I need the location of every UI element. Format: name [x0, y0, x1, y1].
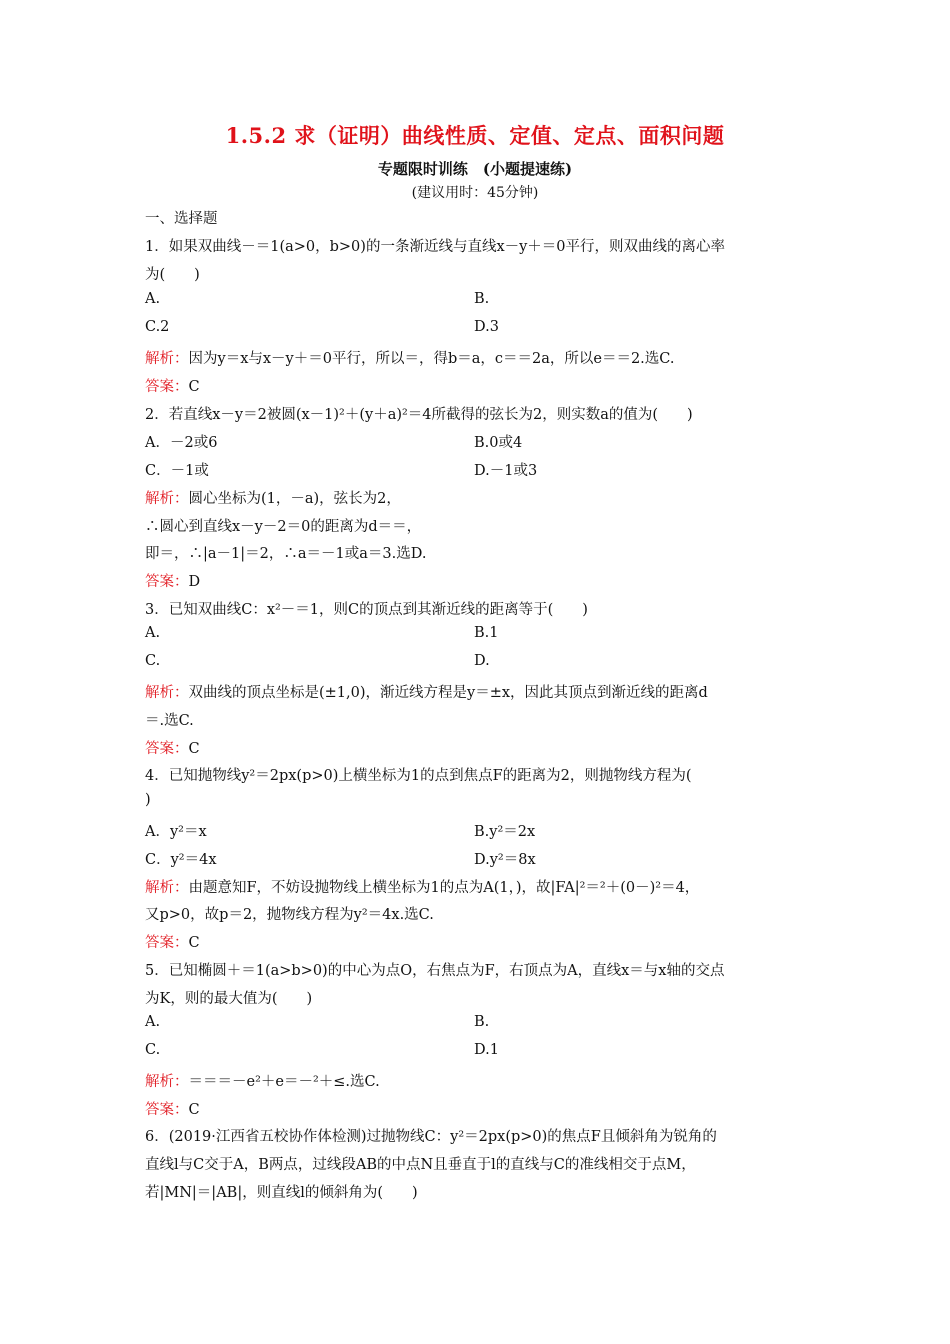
- q2-answer-label: 答案：: [145, 574, 189, 590]
- q3-option-a: A.: [145, 625, 161, 641]
- q5-solution: [145, 1070, 380, 1091]
- q1-option-c: C.2: [145, 319, 170, 335]
- q5-solution-label: 解析：: [145, 1074, 189, 1090]
- q1-solution: [145, 347, 674, 368]
- q2-solution-line1: [145, 487, 401, 508]
- q2-stem-line1: 2．若直线x－y＝2被圆(x－1)²＋(y＋a)²＝4所截得的弦长为2，则实数a的值为( ): [145, 407, 693, 423]
- q3-option-d: D.: [474, 653, 490, 669]
- q3-option-c: C.: [145, 653, 161, 669]
- q4-solution-line1: [145, 876, 699, 897]
- q2-solution-text1: 圆心坐标为(1，－a)，弦长为2，: [188, 491, 401, 507]
- q1-option-b: B.: [474, 291, 490, 307]
- q5-stem-line1: 5．已知椭圆＋＝1(a>b>0)的中心为点O，右焦点为F，右顶点为A，直线x＝与x轴的交点: [145, 963, 725, 979]
- q6-stem-line1: 6．(2019·江西省五校协作体检测)过抛物线C：y²＝2px(p>0)的焦点F且倾斜角为锐角的: [145, 1129, 717, 1145]
- q3-option-b: B.1: [474, 625, 499, 641]
- q2-option-d: D.－1或3: [474, 463, 538, 479]
- q2-solution-line3: 即＝，∴|a－1|＝2，∴a＝－1或a＝3.选D.: [145, 546, 427, 562]
- q2-option-a: A．－2或6: [145, 435, 218, 451]
- q4-solution-label: 解析：: [145, 880, 189, 896]
- q2-solution-line2: ∴圆心到直线x－y－2＝0的距离为d＝＝，: [145, 519, 422, 535]
- q4-stem-line2: ): [145, 792, 151, 808]
- q4-option-a: A．y²＝x: [145, 824, 207, 840]
- q1-answer: [145, 375, 200, 396]
- q4-stem-line1: 4．已知抛物线y²＝2px(p>0)上横坐标为1的点到焦点F的距离为2，则抛物线方程为(: [145, 768, 692, 784]
- q5-option-a: A.: [145, 1014, 161, 1030]
- q5-answer-label: 答案：: [145, 1102, 189, 1118]
- q2-option-c: C．－1或: [145, 463, 209, 479]
- q5-solution-text: ＝＝＝－e²＋e＝－²＋≤.选C.: [188, 1074, 380, 1090]
- q2-answer-value: D: [188, 574, 201, 590]
- q5-option-c: C.: [145, 1042, 161, 1058]
- page-subtitle: 专题限时训练 (小题提速练): [377, 160, 573, 178]
- section-heading: 一、选择题: [145, 211, 218, 227]
- q6-stem-line2: 直线l与C交于A，B两点，过线段AB的中点N且垂直于l的直线与C的准线相交于点M，: [145, 1157, 696, 1173]
- q4-option-c: C．y²＝4x: [145, 852, 217, 868]
- q2-answer: [145, 570, 200, 591]
- q4-solution-line2: 又p>0，故p＝2，抛物线方程为y²＝4x.选C.: [145, 907, 434, 923]
- q3-answer-label: 答案：: [145, 741, 189, 757]
- q1-stem-line2: 为( ): [145, 267, 200, 283]
- q1-solution-text: 因为y＝x与x－y＋＝0平行，所以＝，得b＝a，c＝＝2a，所以e＝＝2.选C.: [188, 351, 675, 367]
- q3-answer: [145, 737, 200, 758]
- q4-answer-value: C: [188, 935, 200, 951]
- q1-answer-value: C: [188, 379, 200, 395]
- q1-stem-line1: 1．如果双曲线－＝1(a>0，b>0)的一条渐近线与直线x－y＋＝0平行，则双曲线的离心率: [145, 239, 726, 255]
- q1-answer-label: 答案：: [145, 379, 189, 395]
- q3-answer-value: C: [188, 741, 200, 757]
- q1-option-d: D.3: [474, 319, 499, 335]
- q5-option-b: B.: [474, 1014, 490, 1030]
- q4-option-d: D.y²＝8x: [474, 852, 536, 868]
- q3-solution-text1: 双曲线的顶点坐标是(±1,0)，渐近线方程是y＝±x，因此其顶点到渐近线的距离d: [188, 685, 708, 701]
- q2-solution-label: 解析：: [145, 491, 189, 507]
- time-note: (建议用时：45分钟): [411, 185, 539, 201]
- q4-answer: [145, 931, 200, 952]
- q3-solution-line2: ＝.选C.: [145, 713, 194, 729]
- q3-solution-label: 解析：: [145, 685, 189, 701]
- q3-stem-line1: 3．已知双曲线C：x²－＝1，则C的顶点到其渐近线的距离等于( ): [145, 602, 588, 618]
- q6-stem-line3: 若|MN|＝|AB|，则直线l的倾斜角为( ): [145, 1185, 418, 1201]
- q5-answer-value: C: [188, 1102, 200, 1118]
- q4-option-b: B.y²＝2x: [474, 824, 536, 840]
- q1-solution-label: 解析：: [145, 351, 189, 367]
- q5-stem-line2: 为K，则的最大值为( ): [145, 991, 313, 1007]
- q4-solution-text1: 由题意知F，不妨设抛物线上横坐标为1的点为A(1，)，故|FA|²＝²＋(0－)²＝4，: [188, 880, 700, 896]
- q1-option-a: A.: [145, 291, 161, 307]
- q5-option-d: D.1: [474, 1042, 499, 1058]
- q3-solution-line1: [145, 681, 708, 702]
- q5-answer: [145, 1098, 200, 1119]
- q2-option-b: B.0或4: [474, 435, 523, 451]
- page-title: 1.5.2 求（证明）曲线性质、定值、定点、面积问题: [225, 123, 725, 148]
- q4-answer-label: 答案：: [145, 935, 189, 951]
